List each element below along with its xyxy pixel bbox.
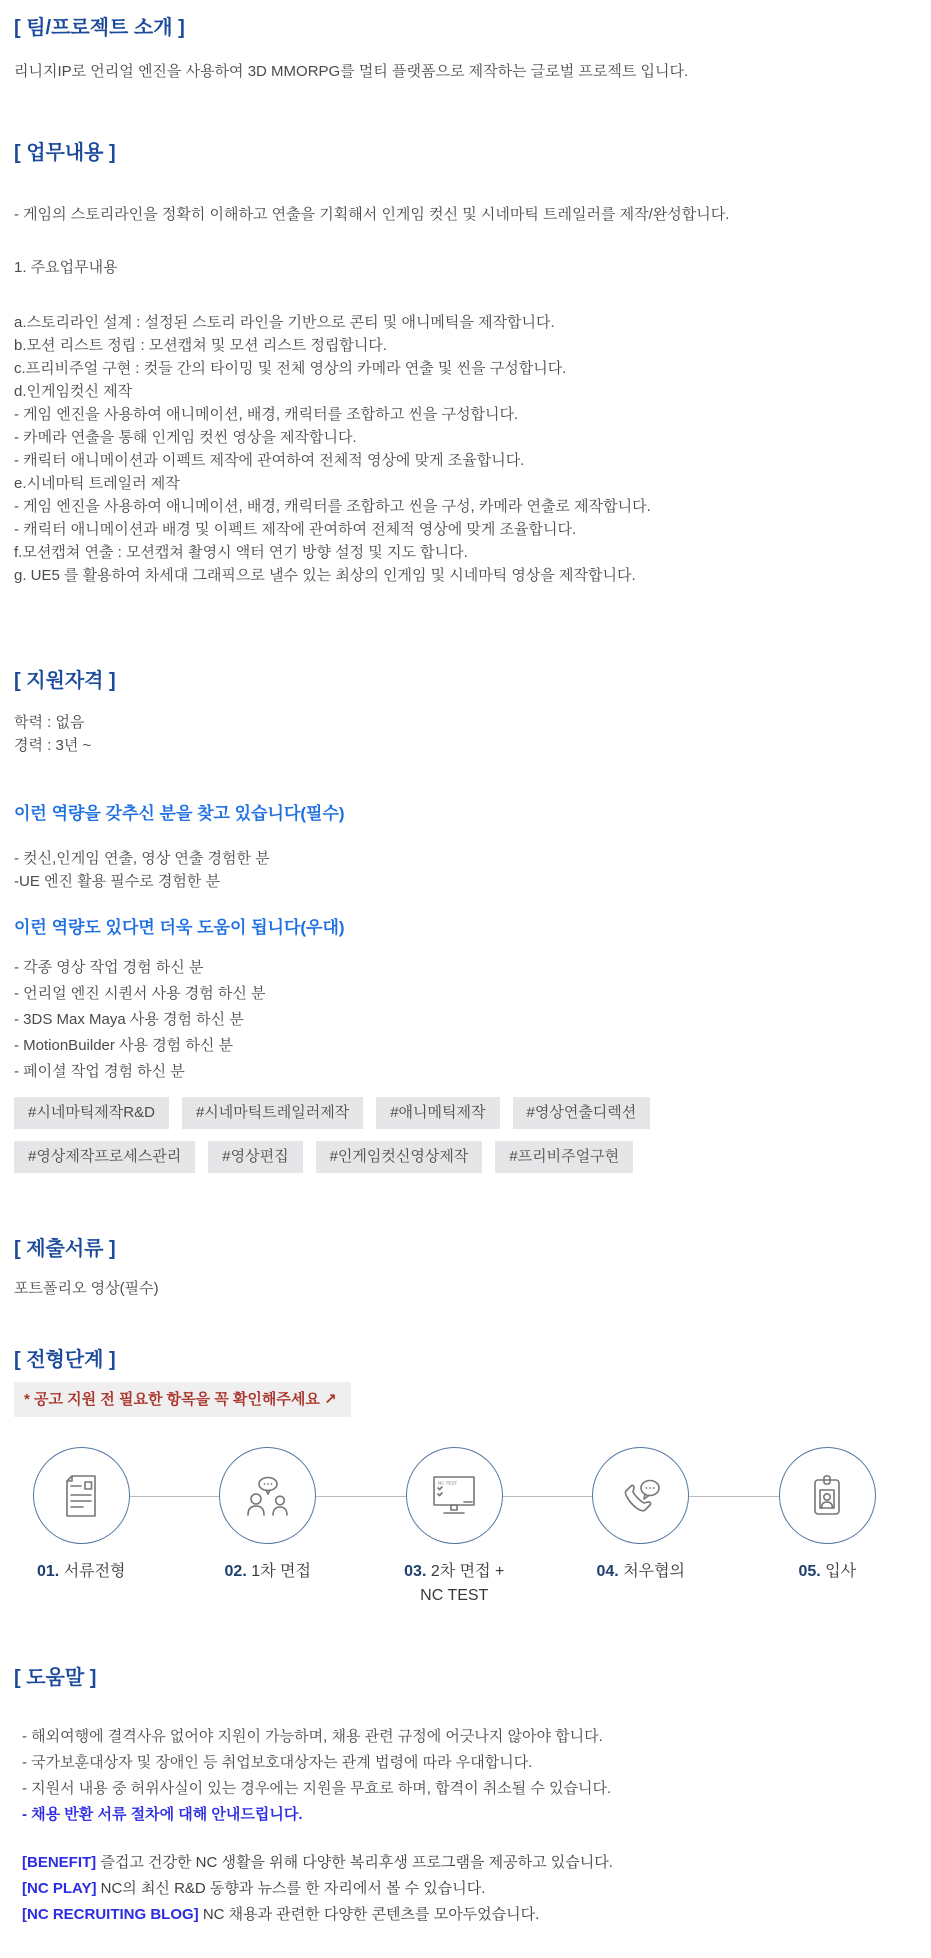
section-title-duties: [ 업무내용 ]: [14, 142, 116, 164]
duty-item: - 게임 엔진을 사용하여 애니메이션, 배경, 캐릭터를 조합하고 씬을 구성합니다.: [14, 406, 519, 423]
process-step-4: [548, 1447, 735, 1608]
hashtag-chip: #영상연출디렉션: [513, 1097, 651, 1129]
help-item: - 해외여행에 결격사유 없어야 지원이 가능하며, 채용 관련 규정에 어긋나지 않아야 합니다.: [22, 1728, 603, 1745]
required-skills-heading: 이런 역량을 갖추신 분을 찾고 있습니다(필수): [14, 804, 345, 823]
section-title-team-intro: [ 팀/프로젝트 소개 ]: [14, 17, 185, 39]
preferred-skill-item: - MotionBuilder 사용 경험 하신 분: [14, 1037, 233, 1054]
hashtag-chip: #애니메틱제작: [376, 1097, 499, 1129]
benefit-link-text: 즐겁고 건강한 NC 생활을 위해 다양한 복리후생 프로그램을 제공하고 있습니다.: [96, 1854, 613, 1871]
section-title-qualifications: [ 지원자격 ]: [14, 670, 116, 692]
help-item: - 지원서 내용 중 허위사실이 있는 경우에는 지원을 무효로 하며, 합격이 취소될 수 있습니다.: [22, 1780, 612, 1797]
step-text: 2차 면접 +: [430, 1563, 505, 1580]
preferred-skills-list: [14, 955, 911, 1085]
hashtag-row: [14, 1097, 911, 1129]
duties-list: [14, 311, 911, 587]
step-text: 처우협의: [623, 1563, 686, 1580]
process-step-3: [361, 1447, 548, 1608]
process-step-label: [596, 1560, 685, 1584]
help-item: - 국가보훈대상자 및 장애인 등 취업보호대상자는 관계 법령에 따라 우대합니다.: [22, 1754, 533, 1771]
duty-item: - 카메라 연출을 통해 인게임 컷씬 영상을 제작합니다.: [14, 429, 357, 446]
hashtag-chip: #프리비주얼구현: [495, 1141, 633, 1173]
process-step-label: [225, 1560, 311, 1584]
process-steps: [0, 1447, 921, 1608]
nc-recruiting-blog-link-line: [14, 1902, 911, 1928]
preferred-skill-item: - 3DS Max Maya 사용 경험 하신 분: [14, 1011, 244, 1028]
process-step-circle: [33, 1447, 130, 1544]
qualifications-basic: [14, 711, 911, 757]
step-text: 서류전형: [63, 1563, 126, 1580]
help-list: [14, 1724, 911, 1828]
hashtag-section: [14, 1097, 911, 1173]
step-number: 02.: [224, 1563, 247, 1580]
process-step-label: [404, 1560, 504, 1608]
process-step-circle: [406, 1447, 503, 1544]
step-number: 01.: [36, 1563, 60, 1580]
duty-item: - 캐릭터 애니메이션과 배경 및 이펙트 제작에 관여하여 전체적 영상에 맞게 조율합니다.: [14, 521, 577, 538]
benefit-link[interactable]: [BENEFIT]: [22, 1854, 97, 1871]
step-number: 04.: [596, 1563, 619, 1580]
section-title-help: [ 도움말 ]: [14, 1667, 97, 1689]
hashtag-chip: #시네마틱제작R&D: [14, 1097, 169, 1129]
duties-summary: - 게임의 스토리라인을 정확히 이해하고 연출을 기획해서 인게임 컷신 및 시네마틱 트레일러를 제작/완성합니다.: [14, 206, 730, 223]
duty-item: e.시네마틱 트레일러 제작: [14, 475, 180, 492]
team-intro-body: 리니지IP로 언리얼 엔진을 사용하여 3D MMORPG를 멀티 플랫폼으로 제작하는 글로벌 프로젝트 입니다.: [14, 63, 689, 80]
duty-item: a.스토리라인 설계 : 설정된 스토리 라인을 기반으로 콘티 및 애니메틱을 제작합니다.: [14, 314, 555, 331]
duty-item: b.모션 리스트 정립 : 모션캡쳐 및 모션 리스트 정립합니다.: [14, 337, 387, 354]
phone-call-icon: [618, 1475, 664, 1517]
duty-item: - 게임 엔진을 사용하여 애니메이션, 배경, 캐릭터를 조합하고 씬을 구성, 카메라 연출로 제작합니다.: [14, 498, 651, 515]
required-skill-item: - 컷신,인게임 연출, 영상 연출 경험한 분: [14, 850, 270, 867]
nc-play-link-text: NC의 최신 R&D 동향과 뉴스를 한 자리에서 볼 수 있습니다.: [96, 1880, 486, 1897]
required-skill-item: -UE 엔진 활용 필수로 경험한 분: [14, 873, 221, 890]
duty-item: g. UE5 를 활용하여 차세대 그래픽으로 낼수 있는 최상의 인게임 및 시네마틱 영상을 제작합니다.: [14, 567, 636, 584]
step-number: 05.: [798, 1563, 821, 1580]
apply-check-notice-link[interactable]: * 공고 지원 전 필요한 항목을 꼭 확인해주세요 ↗: [14, 1382, 351, 1417]
preferred-skills-heading: 이런 역량도 있다면 더욱 도움이 됩니다(우대): [14, 918, 345, 937]
hashtag-row: [14, 1141, 911, 1173]
duty-item: f.모션캡쳐 연출 : 모션캡쳐 촬영시 액터 연기 방향 설정 및 지도 합니다.: [14, 544, 468, 561]
process-notice-wrap: [14, 1382, 911, 1417]
process-step-2: [175, 1447, 362, 1608]
monitor-test-icon: [429, 1475, 479, 1517]
duty-item: d.인게임컷신 제작: [14, 383, 133, 400]
return-docs-link[interactable]: - 채용 반환 서류 절차에 대해 안내드립니다.: [22, 1806, 303, 1823]
nc-play-link-line: [14, 1876, 911, 1902]
process-step-5: [734, 1447, 921, 1608]
process-step-circle: [779, 1447, 876, 1544]
document-icon: [62, 1474, 100, 1518]
preferred-skill-item: - 언리얼 엔진 시퀀서 사용 경험 하신 분: [14, 985, 266, 1002]
duties-list-heading: 1. 주요업무내용: [14, 259, 118, 276]
benefit-link-line: [14, 1850, 911, 1876]
id-badge-icon: [808, 1474, 846, 1518]
interview-people-icon: [245, 1475, 291, 1517]
monitor-screen-text: NC TEST: [438, 1480, 458, 1485]
hashtag-chip: #시네마틱트레일러제작: [182, 1097, 363, 1129]
step-text-line2: NC TEST: [420, 1587, 489, 1604]
section-title-process: [ 전형단계 ]: [14, 1349, 116, 1371]
preferred-skill-item: - 페이셜 작업 경험 하신 분: [14, 1063, 185, 1080]
process-step-circle: [219, 1447, 316, 1544]
documents-body: 포트폴리오 영상(필수): [14, 1280, 159, 1297]
nc-recruiting-blog-link[interactable]: [NC RECRUITING BLOG]: [22, 1906, 199, 1923]
step-number: 03.: [404, 1563, 427, 1580]
step-text: 입사: [825, 1563, 857, 1580]
process-step-label: [798, 1560, 856, 1584]
required-skills-list: [14, 847, 911, 893]
nc-recruiting-blog-link-text: NC 채용과 관련한 다양한 콘텐츠를 모아두었습니다.: [198, 1906, 540, 1923]
section-title-documents: [ 제출서류 ]: [14, 1238, 116, 1260]
step-text: 1차 면접: [251, 1563, 311, 1580]
process-step-label: [37, 1560, 126, 1584]
help-item-return-docs-link-wrap: [14, 1802, 911, 1828]
process-step-circle: [592, 1447, 689, 1544]
duty-item: c.프리비주얼 구현 : 컷들 간의 타이밍 및 전체 영상의 카메라 연출 및 씬을 구성합니다.: [14, 360, 567, 377]
hashtag-chip: #영상편집: [208, 1141, 302, 1173]
preferred-skill-item: - 각종 영상 작업 경험 하신 분: [14, 959, 204, 976]
education-requirement: 학력 : 없음: [14, 714, 85, 731]
career-requirement: 경력 : 3년 ~: [14, 737, 92, 754]
footer-links: [14, 1850, 911, 1928]
hashtag-chip: #인게임컷신영상제작: [316, 1141, 483, 1173]
process-step-1: [0, 1447, 175, 1608]
nc-play-link[interactable]: [NC PLAY]: [22, 1880, 97, 1897]
duty-item: - 캐릭터 애니메이션과 이펙트 제작에 관여하여 전체적 영상에 맞게 조율합니다.: [14, 452, 525, 469]
hashtag-chip: #영상제작프로세스관리: [14, 1141, 195, 1173]
